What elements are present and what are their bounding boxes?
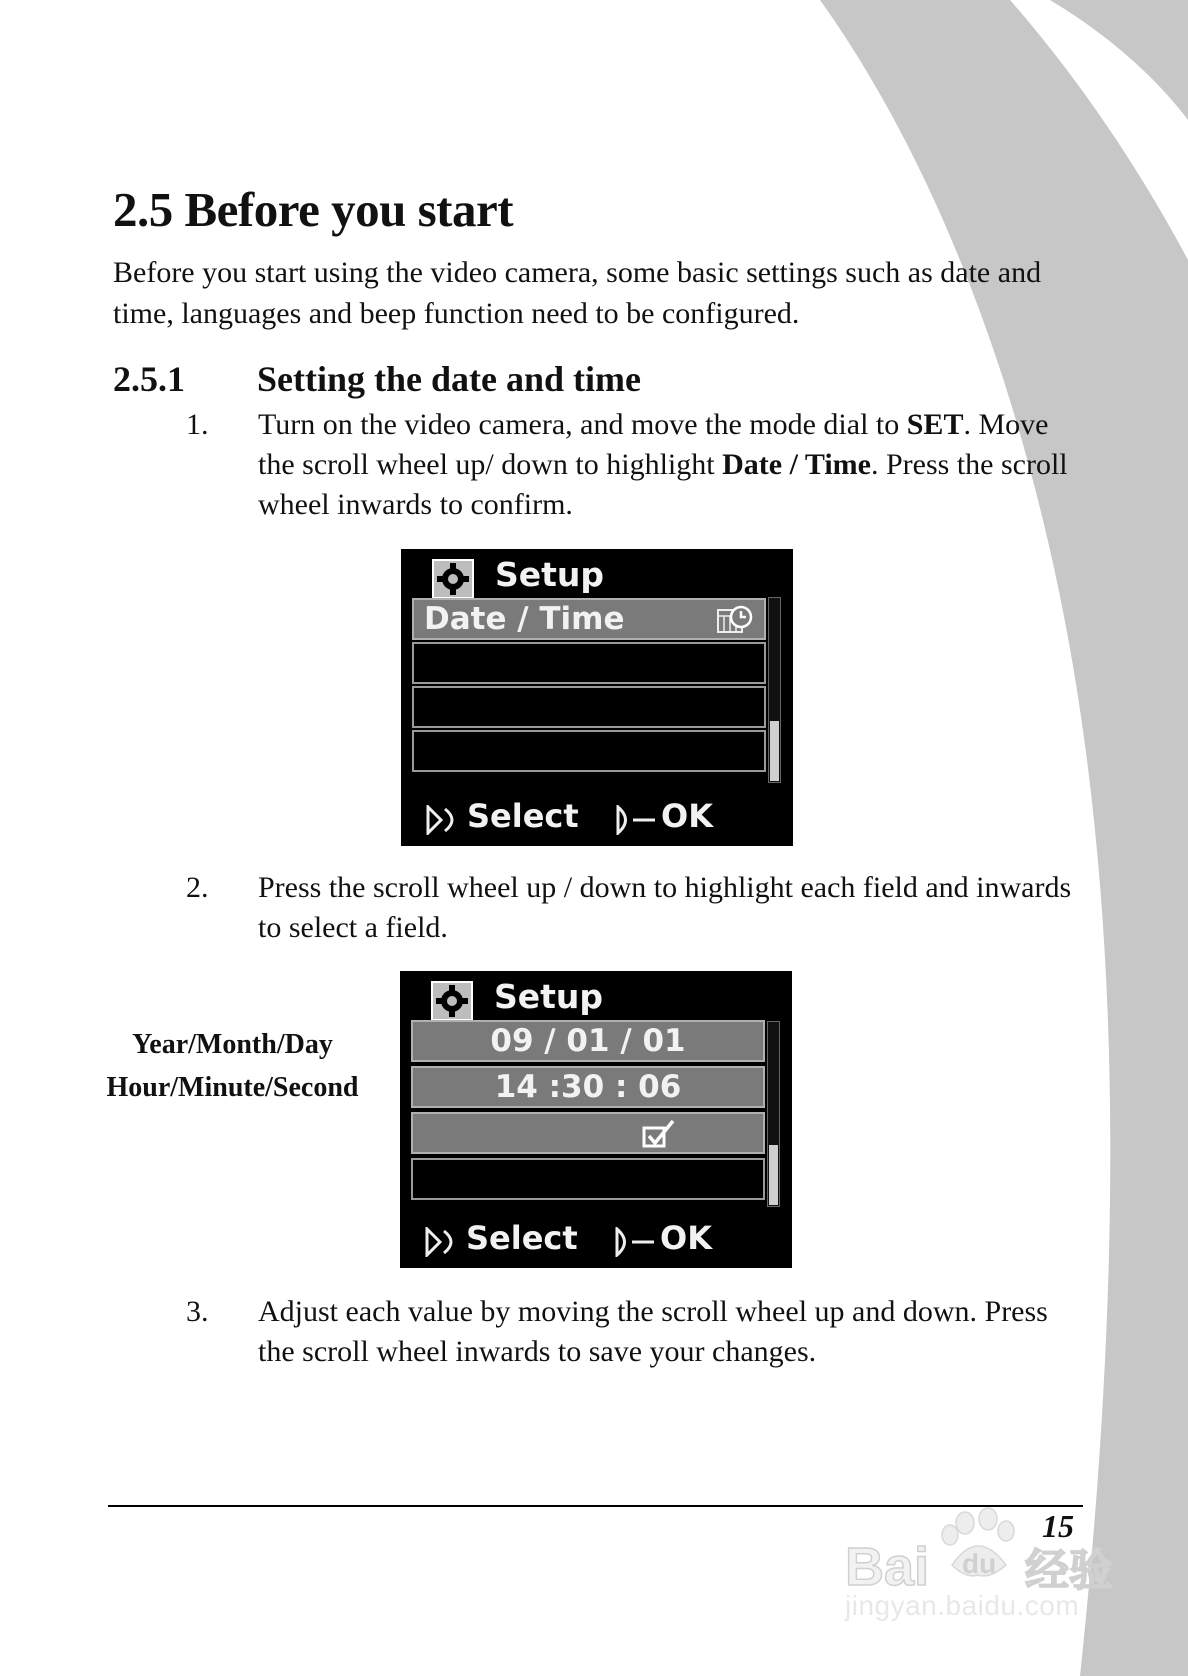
menu-item-date-time[interactable] [412, 598, 766, 640]
checkmark-icon[interactable] [641, 1118, 677, 1150]
gear-icon [431, 981, 473, 1021]
menu-item-empty [412, 642, 766, 684]
scroll-select-icon [425, 805, 461, 835]
press-ok-icon [615, 805, 659, 835]
field-labels [80, 1023, 385, 1109]
scrollbar-thumb[interactable] [770, 721, 779, 781]
page-number: 15 [1042, 1508, 1074, 1544]
menu-item-empty [412, 730, 766, 772]
svg-text:经验: 经验 [1025, 1545, 1113, 1596]
footer-ok-label: OK [660, 1219, 712, 1257]
screen-header: Setup [494, 977, 604, 1016]
time-value[interactable]: 14 :30 : 06 [494, 1069, 682, 1105]
date-field-row[interactable] [411, 1020, 765, 1062]
press-ok-icon [614, 1227, 658, 1257]
setup-screen-date-time [401, 549, 793, 846]
step-3-text: Adjust each value by moving the scroll wheel up and down. Press the scroll wheel inwards to save your changes. [258, 1295, 1048, 1368]
confirm-row[interactable] [411, 1112, 765, 1154]
footer-select-label: Select [466, 1219, 578, 1257]
step-3-index: 3. [186, 1295, 209, 1328]
scrollbar[interactable] [768, 597, 781, 783]
menu-item-empty [412, 686, 766, 728]
svg-text:du: du [962, 1548, 997, 1579]
footer-select-label: Select [467, 797, 579, 835]
setup-screen-fields [400, 971, 792, 1268]
intro-paragraph: Before you start using the video camera, some basic settings such as date and time, languages and beep function need to be configured. [113, 256, 1042, 330]
time-field-label: Hour/Minute/Second [106, 1072, 359, 1103]
step-1-index: 1. [186, 408, 209, 441]
calendar-clock-icon [716, 604, 754, 636]
screen-header: Setup [495, 555, 605, 594]
subsection-number: 2.5.1 [113, 359, 185, 399]
watermark-url: jingyan.baidu.com [845, 1590, 1080, 1621]
menu-item-empty [411, 1158, 765, 1200]
scrollbar[interactable] [767, 1021, 780, 1207]
gear-icon [432, 559, 474, 599]
section-title: 2.5 Before you start [113, 182, 514, 237]
time-field-row[interactable] [411, 1066, 765, 1108]
step-2-index: 2. [186, 871, 209, 904]
scrollbar-thumb[interactable] [769, 1145, 778, 1205]
step-2-text: Press the scroll wheel up / down to highlight each field and inwards to select a field. [258, 871, 1072, 944]
subsection-title: Setting the date and time [257, 359, 641, 399]
footer-ok-label: OK [661, 797, 713, 835]
date-value[interactable]: 09 / 01 / 01 [490, 1023, 686, 1059]
menu-item-label: Date / Time [424, 601, 625, 637]
svg-text:Bai: Bai [845, 1537, 930, 1597]
date-field-label: Year/Month/Day [132, 1029, 333, 1060]
step-1-text: Turn on the video camera, and move the mode dial to SET. Move the scroll wheel up/ down to highlight Date / Time. Press the scroll wheel inwards to confirm. [258, 408, 1068, 521]
scroll-select-icon [424, 1227, 460, 1257]
